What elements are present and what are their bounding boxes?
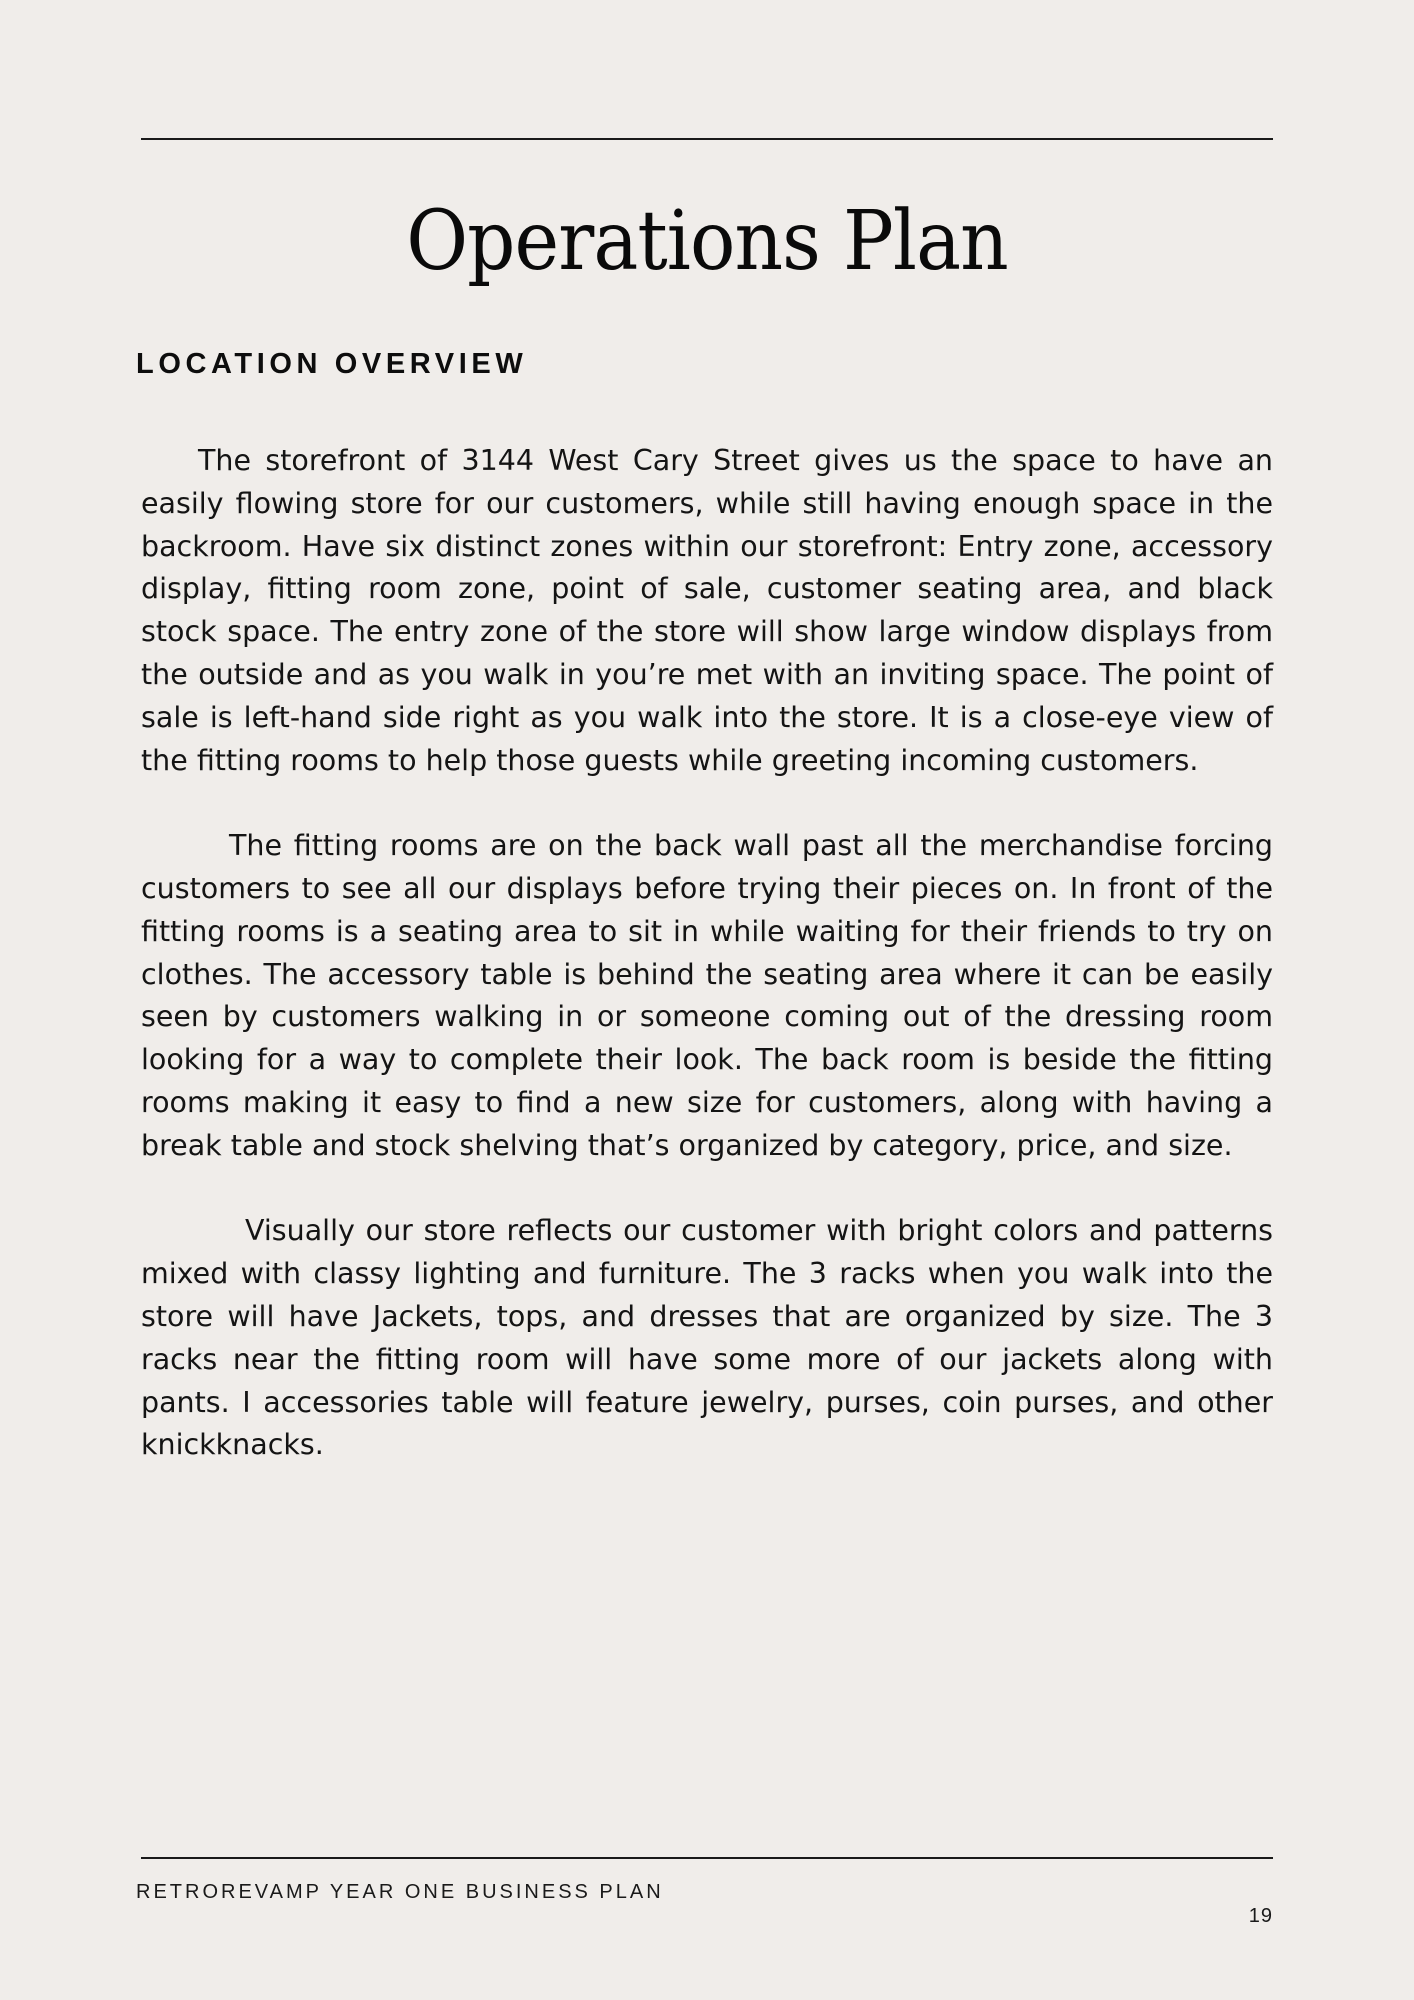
page-title: Operations Plan xyxy=(406,194,1008,289)
paragraph-location-zones: The storefront of 3144 West Cary Street gives us the space to have an easily flowing store for our customers, while still having enough space in the backroom. Have six distinct zones within our storefront: Entry zone, accessory display, fitting room zone, point of sale, customer seating area, and black stock space. The entry zone of the store will show large window displays from the outside and as you walk in you’re met with an inviting space. The point of sale is left-hand side right as you walk into the store. It is a close-eye view of the fitting rooms to help those guests while greeting incoming customers. xyxy=(141,444,1273,777)
paragraph-visual-merchandising: Visually our store reflects our customer with bright colors and patterns mixed with classy lighting and furniture. The 3 racks when you walk into the store will have Jackets, tops, and dresses that are organized by size. The 3 racks near the fitting room will have some more of our jackets along with pants. I accessories table will feature jewelry, purses, coin purses, and other knickknacks. xyxy=(141,1214,1273,1462)
paragraph-fitting-rooms: The fitting rooms are on the back wall past all the merchandise forcing customers to see all our displays before trying their pieces on. In front of the fitting rooms is a seating area to sit in while waiting for their friends to try on clothes. The accessory table is behind the seating area where it can be easily seen by customers walking in or someone coming out of the dressing room looking for a way to complete their look. The back room is beside the fitting rooms making it easy to find a new size for customers, along with having a break table and stock shelving that’s organized by category, price, and size. xyxy=(141,829,1273,1162)
body-text xyxy=(141,440,1273,1510)
page-number: 19 xyxy=(1248,1905,1273,1927)
footer-document-title: RETROREVAMP YEAR ONE BUSINESS PLAN xyxy=(136,1881,664,1903)
top-divider xyxy=(141,138,1273,140)
bottom-divider xyxy=(141,1857,1273,1859)
section-heading: LOCATION OVERVIEW xyxy=(136,348,528,380)
